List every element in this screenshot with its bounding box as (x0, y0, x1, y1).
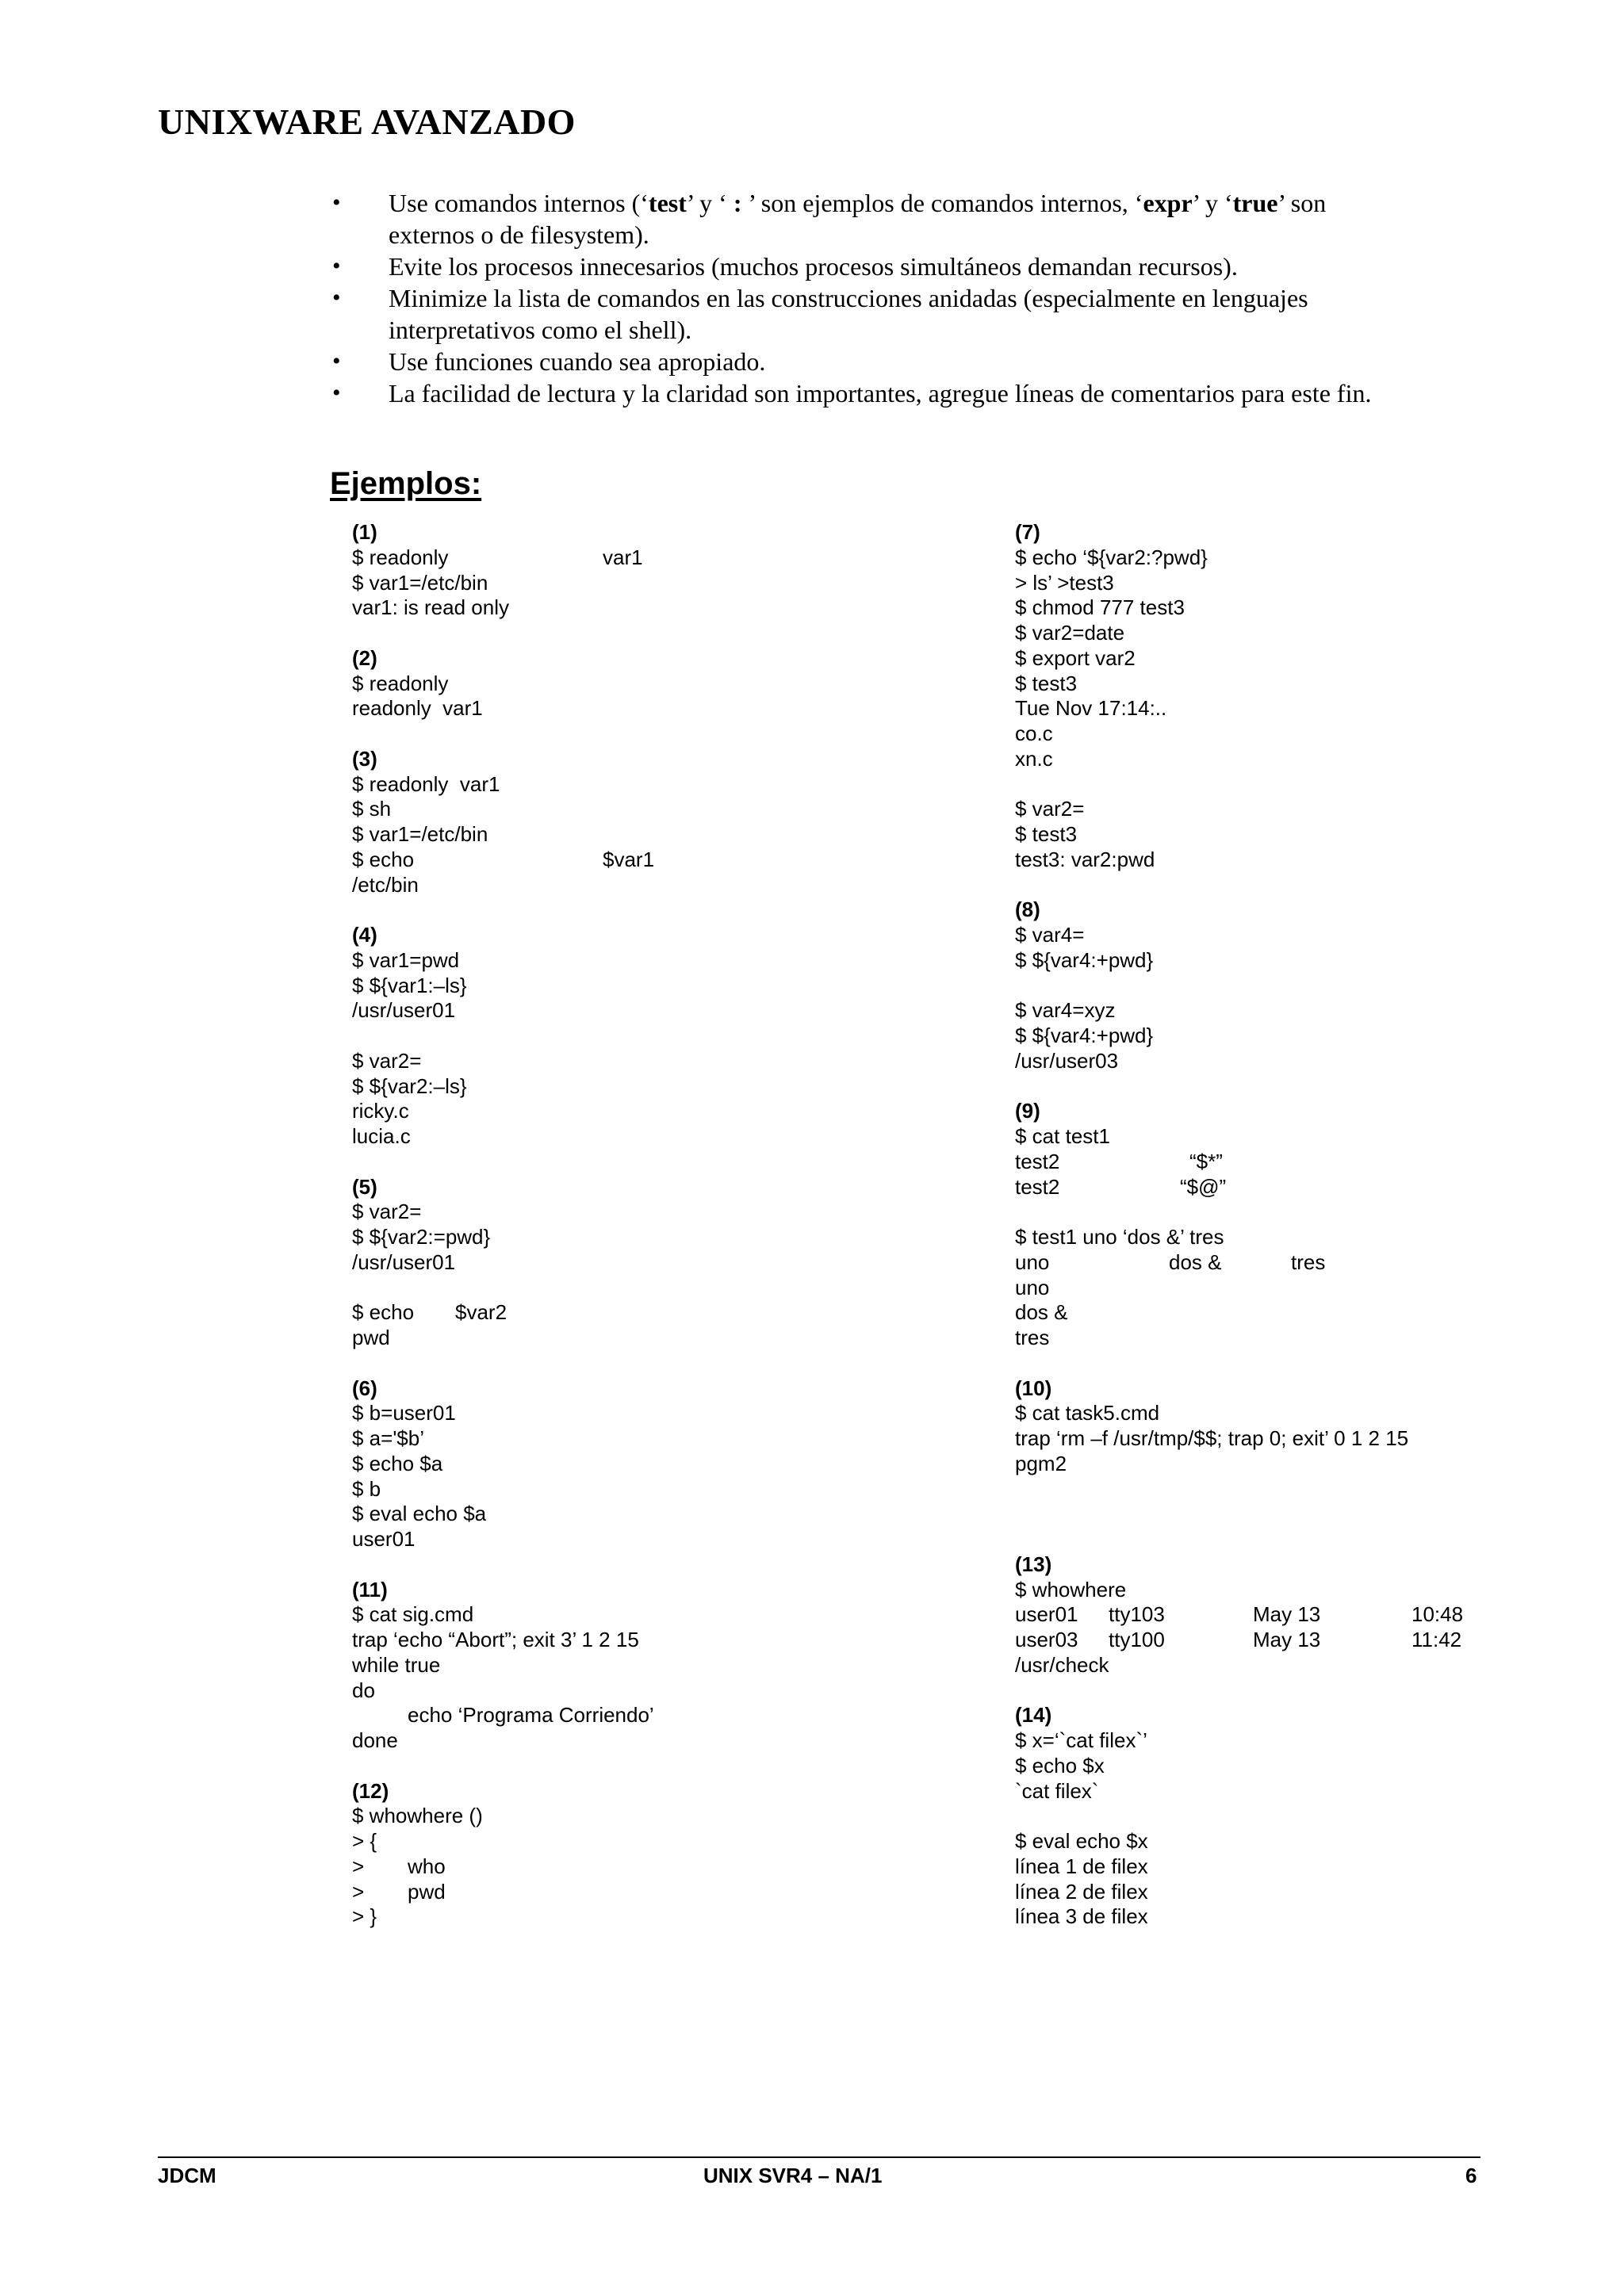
code-text: co.c (1015, 721, 1053, 745)
code-line (1015, 1401, 1586, 1426)
code-line (1015, 672, 1586, 697)
examples-heading: Ejemplos: (330, 466, 482, 501)
code-line (352, 1502, 955, 1527)
code-text: user03 (1015, 1628, 1078, 1651)
code-line (352, 545, 955, 571)
code-text: $ var4=xyz (1015, 998, 1116, 1023)
code-line (1015, 1754, 1586, 1779)
code-text: user01 (352, 1527, 416, 1551)
code-text: dos & (1169, 1249, 1222, 1274)
code-line (352, 1326, 955, 1351)
code-text: (14) (1015, 1703, 1052, 1728)
code-line (1015, 1628, 1586, 1653)
code-line (352, 1024, 955, 1049)
code-line (1015, 998, 1586, 1024)
code-line (1015, 1502, 1586, 1527)
example-number (1015, 1552, 1586, 1578)
code-line (1015, 1024, 1586, 1049)
example-number (352, 1578, 955, 1603)
code-text: (10) (1015, 1376, 1052, 1400)
code-text: > ls’ >test3 (1015, 570, 1114, 595)
code-text: Tue Nov 17:14:.. (1015, 696, 1167, 721)
example-number (1015, 1376, 1586, 1402)
code-line (352, 1452, 955, 1477)
code-line (1015, 696, 1586, 721)
examples-right-column (1015, 520, 1586, 1930)
code-line (352, 873, 955, 898)
code-line (1015, 1728, 1586, 1754)
example-number (352, 1175, 955, 1200)
code-line (352, 822, 955, 848)
code-text: var1: is read only (352, 595, 509, 620)
code-line (1015, 1049, 1586, 1074)
code-line (352, 1602, 955, 1628)
code-text: $ echo $x (1015, 1753, 1105, 1777)
code-line (352, 571, 955, 596)
code-text: $ sh (352, 797, 392, 821)
code-line (1015, 1351, 1586, 1376)
code-line (352, 1426, 955, 1452)
code-line (352, 1854, 955, 1880)
code-text: 11:42 (1411, 1628, 1462, 1651)
code-line (1015, 571, 1586, 596)
code-line (352, 1880, 955, 1905)
code-line (352, 1300, 955, 1326)
example-number (352, 923, 955, 948)
code-line (352, 1124, 955, 1150)
code-line (1015, 1124, 1586, 1150)
code-text: lucia.c (352, 1124, 411, 1148)
code-text: pwd (352, 1326, 390, 1349)
code-text: $ readonly (352, 545, 449, 569)
code-text: (3) (352, 746, 377, 771)
code-text: $ var2=date (1015, 621, 1125, 645)
code-text: $ x=‘`cat filex`’ (1015, 1728, 1147, 1752)
code-text: (11) (352, 1577, 388, 1601)
code-text: (9) (1015, 1099, 1040, 1123)
code-text: /usr/user03 (1015, 1048, 1119, 1073)
code-line (1015, 646, 1586, 672)
code-text: dos & (1015, 1300, 1068, 1325)
code-line (352, 1703, 955, 1728)
code-text: (12) (352, 1778, 389, 1803)
code-text: $ export var2 (1015, 645, 1136, 670)
code-line (1015, 1854, 1586, 1880)
code-text: done (352, 1728, 398, 1752)
code-line (1015, 747, 1586, 772)
code-line (1015, 1426, 1586, 1452)
code-line (352, 1074, 955, 1100)
code-line (352, 696, 955, 721)
code-line (352, 797, 955, 822)
code-text: $ echo (352, 847, 415, 871)
bullet-icon: • (332, 348, 341, 374)
code-line (1015, 1527, 1586, 1552)
code-text: “$*” (1189, 1149, 1223, 1173)
code-text: línea 2 de filex (1015, 1879, 1148, 1904)
code-line (1015, 1880, 1586, 1905)
code-line (352, 595, 955, 621)
code-line (1015, 848, 1586, 873)
footer-author: JDCM (158, 2164, 216, 2187)
code-line (352, 1401, 955, 1426)
code-line (1015, 1578, 1586, 1603)
example-number (1015, 520, 1586, 545)
code-line (1015, 1804, 1586, 1829)
recommendations-list (332, 187, 1458, 409)
code-line (1015, 1250, 1586, 1276)
list-item: • Use comandos internos (‘test’ y ‘ : ’ son ejemplos de comandos internos, ‘expr’ y ‘true’ son externos o de filesystem). (332, 189, 1327, 249)
code-line (1015, 1602, 1586, 1628)
code-text: $ var2= (352, 1048, 422, 1073)
code-line (352, 1552, 955, 1578)
code-text: trap ‘rm –f /usr/tmp/$$; trap 0; exit’ 0 1 2 15 (1015, 1426, 1409, 1450)
code-text: $ var1=/etc/bin (352, 822, 488, 846)
examples-left-column (352, 520, 955, 1930)
code-text: var1 (603, 545, 643, 569)
code-text: (5) (352, 1174, 377, 1199)
code-line (1015, 1300, 1586, 1326)
code-text: test2 (1015, 1174, 1060, 1199)
code-text: ricky.c (352, 1099, 409, 1123)
code-text: (6) (352, 1376, 377, 1400)
code-text: (13) (1015, 1552, 1052, 1576)
code-text: who (408, 1854, 446, 1878)
code-text: /usr/check (1015, 1652, 1109, 1677)
code-line (1015, 1175, 1586, 1200)
code-text: $ cat sig.cmd (352, 1602, 474, 1627)
code-text: (4) (352, 923, 377, 947)
code-text: $ var4= (1015, 923, 1085, 947)
code-line (1015, 822, 1586, 848)
code-text: tty100 (1109, 1628, 1165, 1651)
code-line (352, 1099, 955, 1124)
code-text: $ var2= (1015, 797, 1085, 821)
code-text: línea 3 de filex (1015, 1904, 1148, 1929)
code-text: > (352, 1854, 365, 1878)
code-text: $ a='$b’ (352, 1426, 424, 1450)
example-number (352, 747, 955, 772)
code-line (1015, 1477, 1586, 1502)
code-line (1015, 873, 1586, 898)
code-line (352, 974, 955, 999)
code-line (1015, 1225, 1586, 1250)
code-text: $ test3 (1015, 671, 1078, 695)
code-text: $ ${var4:+pwd} (1015, 947, 1154, 972)
page-title: UNIXWARE AVANZADO (158, 101, 576, 142)
code-text: readonly var1 (352, 696, 483, 721)
code-text: $ test3 (1015, 822, 1078, 846)
code-text: $ chmod 777 test3 (1015, 595, 1185, 620)
code-line (352, 1904, 955, 1930)
code-line (352, 1754, 955, 1779)
code-text: $ ${var4:+pwd} (1015, 1024, 1154, 1047)
code-line (1015, 1276, 1586, 1301)
code-line (1015, 545, 1586, 571)
code-line (1015, 1678, 1586, 1704)
code-text: $var1 (603, 847, 655, 871)
code-text: $ b (352, 1476, 381, 1501)
code-line (1015, 1829, 1586, 1854)
code-text: pgm2 (1015, 1451, 1067, 1475)
code-text: > } (352, 1904, 377, 1929)
code-line (352, 672, 955, 697)
code-text: (8) (1015, 897, 1040, 922)
code-text: $ eval echo $a (352, 1502, 487, 1526)
code-line (352, 1804, 955, 1829)
code-line (352, 1049, 955, 1074)
code-text: xn.c (1015, 746, 1053, 771)
code-line (1015, 1150, 1586, 1175)
code-line (1015, 1452, 1586, 1477)
code-text: pwd (408, 1879, 446, 1904)
code-line (1015, 1779, 1586, 1804)
example-number (352, 1376, 955, 1402)
code-line (352, 1225, 955, 1250)
example-number (1015, 1703, 1586, 1728)
code-line (352, 1628, 955, 1653)
example-number (352, 646, 955, 672)
code-text: while true (352, 1652, 441, 1677)
code-text: uno (1015, 1249, 1050, 1274)
code-line (1015, 772, 1586, 798)
code-line (352, 1728, 955, 1754)
footer-divider (158, 2156, 1480, 2158)
code-text: $ ${var2:–ls} (352, 1073, 467, 1098)
code-line (352, 848, 955, 873)
code-line (352, 1527, 955, 1552)
code-line (352, 1477, 955, 1502)
list-item: • Evite los procesos innecesarios (muchos procesos simultáneos demandan recursos). (332, 252, 1238, 281)
bullet-icon: • (332, 380, 341, 406)
code-text: /usr/user01 (352, 1249, 456, 1274)
code-line (352, 948, 955, 974)
code-text: $ whowhere (1015, 1577, 1127, 1601)
footer-page-number: 6 (1465, 2164, 1477, 2187)
code-text: tres (1291, 1249, 1326, 1274)
code-text: $ echo (352, 1300, 415, 1325)
code-text: test2 (1015, 1149, 1060, 1173)
code-line (352, 897, 955, 923)
example-number (352, 1779, 955, 1804)
code-line (352, 1200, 955, 1225)
bullet-icon: • (332, 253, 341, 279)
code-line (1015, 621, 1586, 646)
list-item: • Minimize la lista de comandos en las construcciones anidadas (especialmente en lenguajes interpretativos como el shell). (332, 284, 1308, 344)
footer-course: UNIX SVR4 – NA/1 (703, 2164, 883, 2187)
code-line (1015, 1200, 1586, 1225)
bullet-icon: • (332, 189, 341, 216)
code-text: $ echo ‘${var2:?pwd} (1015, 545, 1208, 569)
code-line (352, 1276, 955, 1301)
code-text: $ var1=pwd (352, 947, 460, 972)
code-line (352, 1653, 955, 1678)
code-line (1015, 721, 1586, 747)
code-line (1015, 974, 1586, 999)
list-item: • Use funciones cuando sea apropiado. (332, 347, 766, 376)
code-text: May 13 (1253, 1602, 1321, 1627)
code-text: $ var2= (352, 1200, 422, 1224)
code-line (352, 621, 955, 646)
code-text: /etc/bin (352, 872, 419, 897)
code-text: echo ‘Programa Corriendo’ (408, 1703, 654, 1728)
code-text: $ ${var2:=pwd} (352, 1225, 491, 1249)
code-line (1015, 1653, 1586, 1678)
code-line (1015, 948, 1586, 974)
code-line (1015, 923, 1586, 948)
code-text: `cat filex` (1015, 1778, 1099, 1803)
code-text: tty103 (1109, 1602, 1165, 1627)
code-text: uno (1015, 1275, 1050, 1299)
code-text: trap ‘echo “Abort”; exit 3’ 1 2 15 (352, 1628, 639, 1651)
code-line (352, 1678, 955, 1704)
example-number (1015, 897, 1586, 923)
code-line (352, 1829, 955, 1854)
code-line (1015, 1326, 1586, 1351)
bullet-icon: • (332, 285, 341, 311)
code-text: > (352, 1879, 365, 1904)
code-line (352, 998, 955, 1024)
code-line (1015, 797, 1586, 822)
code-line (352, 772, 955, 798)
code-line (1015, 1904, 1586, 1930)
example-number (352, 520, 955, 545)
code-text: /usr/user01 (352, 998, 456, 1023)
code-text: $ var1=/etc/bin (352, 570, 488, 595)
code-text: $ test1 uno ‘dos &’ tres (1015, 1225, 1224, 1249)
code-text: (7) (1015, 520, 1040, 544)
code-text: $ eval echo $x (1015, 1829, 1148, 1853)
code-line (1015, 595, 1586, 621)
code-text: $ echo $a (352, 1451, 443, 1475)
code-text: do (352, 1678, 375, 1702)
code-text: $ ${var1:–ls} (352, 973, 467, 997)
code-line (352, 1250, 955, 1276)
code-text: $ readonly var1 (352, 771, 500, 796)
code-text: tres (1015, 1326, 1050, 1349)
code-text: (2) (352, 645, 377, 670)
code-text: línea 1 de filex (1015, 1854, 1148, 1878)
code-text: $ b=user01 (352, 1401, 456, 1425)
code-text: $var2 (455, 1300, 508, 1325)
code-text: $ readonly (352, 671, 449, 695)
code-text: test3: var2:pwd (1015, 847, 1155, 871)
code-line (1015, 1074, 1586, 1100)
code-line (352, 1351, 955, 1376)
list-item: • La facilidad de lectura y la claridad son importantes, agregue líneas de comentarios para este fin. (332, 379, 1372, 408)
code-text: user01 (1015, 1602, 1078, 1627)
code-line (352, 721, 955, 747)
code-text: $ cat task5.cmd (1015, 1401, 1160, 1425)
example-number (1015, 1099, 1586, 1124)
code-text: “$@” (1180, 1174, 1227, 1199)
code-text: $ whowhere () (352, 1804, 483, 1828)
code-text: (1) (352, 520, 377, 544)
code-text: May 13 (1253, 1628, 1321, 1651)
code-text: > { (352, 1829, 377, 1853)
code-line (352, 1150, 955, 1175)
code-text: 10:48 (1411, 1602, 1464, 1627)
code-text: $ cat test1 (1015, 1124, 1110, 1148)
